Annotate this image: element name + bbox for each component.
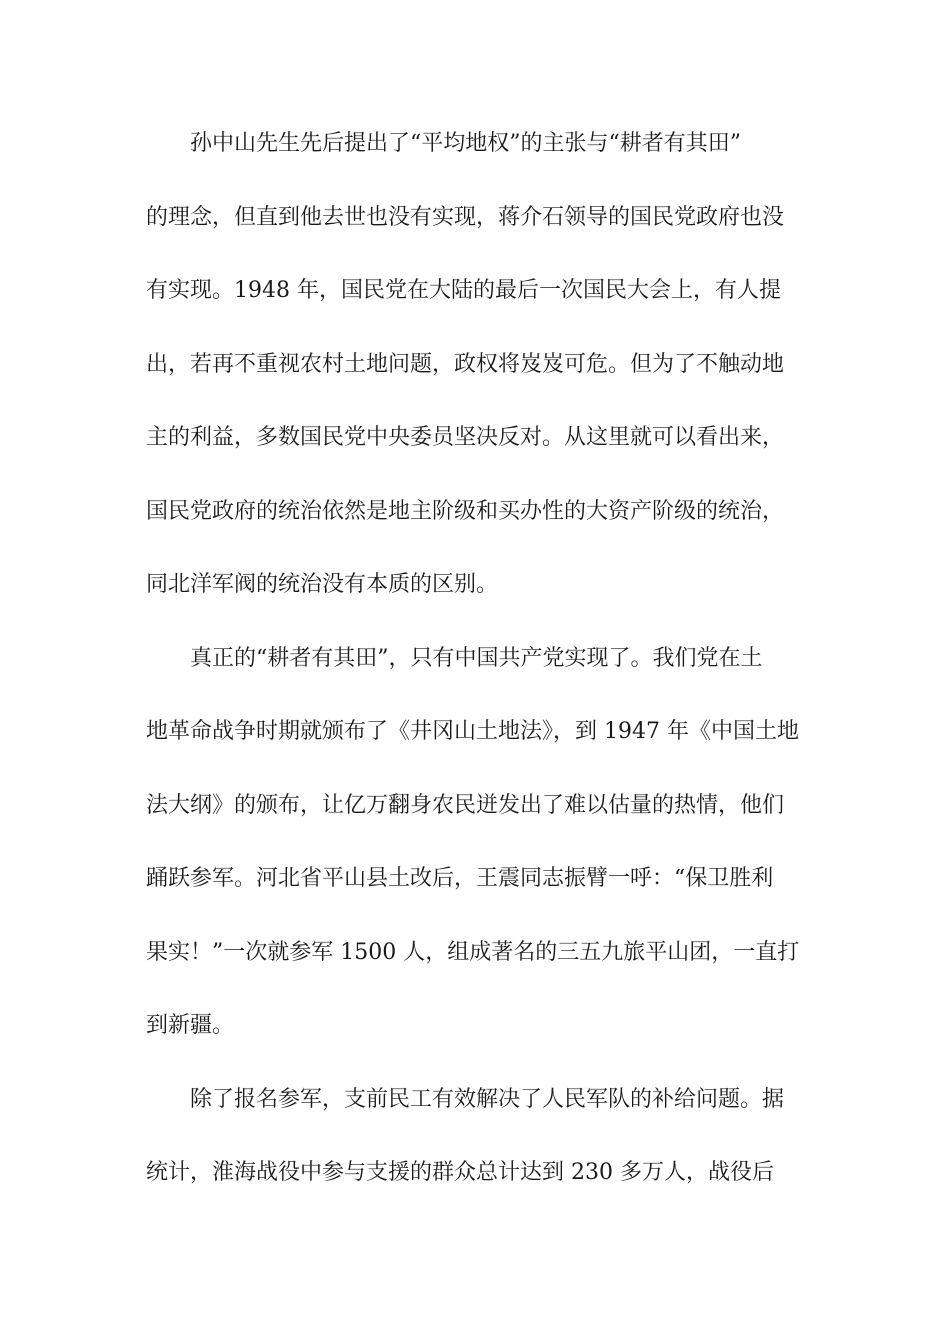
paragraph-line: 除了报名参军，支前民工有效解决了人民军队的补给问题。据 bbox=[190, 1086, 785, 1112]
paragraph-line: 法大纲》的颁布，让亿万翻身农民迸发出了难以估量的热情，他们 bbox=[146, 792, 785, 818]
paragraph-line: 的理念，但直到他去世也没有实现，蒋介石领导的国民党政府也没 bbox=[146, 204, 785, 230]
paragraph-line: 统计，淮海战役中参与支援的群众总计达到 230 多万人，战役后 bbox=[146, 1160, 774, 1185]
body-text bbox=[146, 126, 806, 1229]
paragraph-line: 真正的“耕者有其田”，只有中国共产党实现了。我们党在土 bbox=[190, 645, 763, 671]
paragraph-line: 地革命战争时期就颁布了《井冈山土地法》，到 1947 年《中国土地 bbox=[146, 719, 799, 744]
paragraph-line: 果实！”一次就参军 1500 人，组成著名的三五九旅平山团，一直打 bbox=[146, 939, 800, 965]
paragraph-line: 有实现。1948 年，国民党在大陆的最后一次国民大会上，有人提 bbox=[146, 278, 781, 303]
paragraph-line: 出，若再不重视农村土地问题，政权将岌岌可危。但为了不触动地 bbox=[146, 351, 785, 377]
paragraph-line: 主的利益，多数国民党中央委员坚决反对。从这里就可以看出来， bbox=[146, 425, 785, 450]
paragraph-line: 同北洋军阀的统治没有本质的区别。 bbox=[146, 572, 499, 597]
paragraph-line: 踊跃参军。河北省平山县土改后，王震同志振臂一呼：“保卫胜利 bbox=[146, 866, 774, 891]
paragraph-line: 国民党政府的统治依然是地主阶级和买办性的大资产阶级的统治， bbox=[146, 498, 785, 524]
paragraph-line: 到新疆。 bbox=[146, 1013, 235, 1038]
paragraph-line: 孙中山先生先后提出了“平均地权”的主张与“耕者有其田” bbox=[190, 131, 741, 156]
